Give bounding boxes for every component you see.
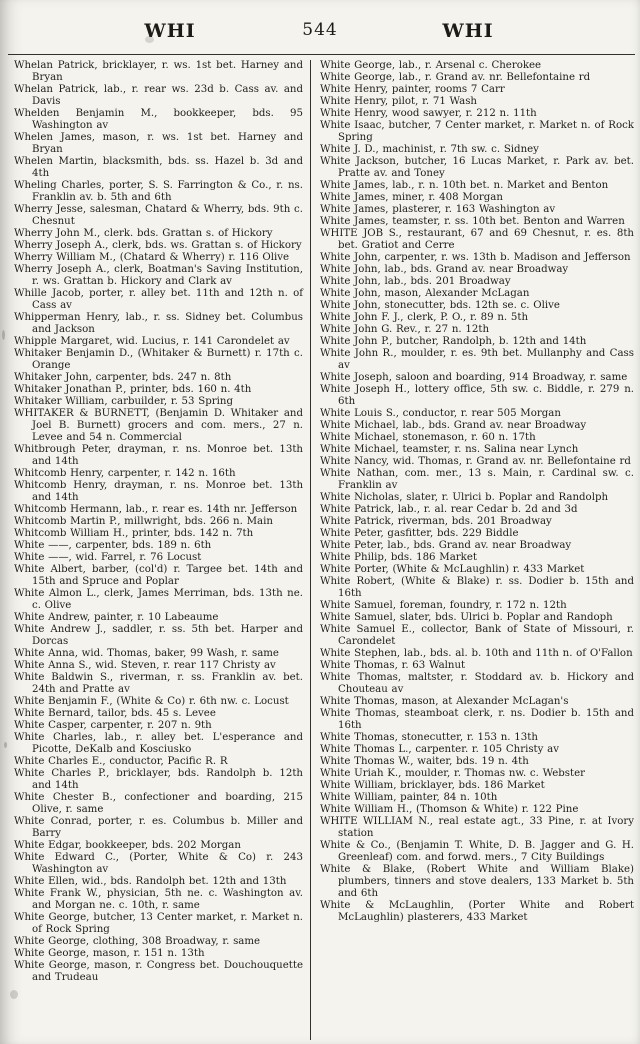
directory-entry: Whille Jacob, porter, r. alley bet. 11th and 12th n. of Cass av (14, 288, 303, 311)
directory-entry: White Nathan, com. mer., 13 s. Main, r. Cardinal sw. c. Franklin av (320, 468, 634, 491)
directory-entry: White George, mason, r. Congress bet. Douchouquette and Trudeau (14, 960, 303, 983)
directory-entry: White Isaac, butcher, 7 Center market, r. Market n. of Rock Spring (320, 120, 634, 143)
directory-entry: White George, butcher, 13 Center market, r. Market n. of Rock Spring (14, 912, 303, 935)
directory-entry: White Michael, teamster, r. ns. Salina near Lynch (320, 444, 579, 455)
directory-entry: Whitcomb Hermann, lab., r. rear es. 14th nr. Jefferson (14, 504, 298, 515)
directory-entry: White John, carpenter, r. ws. 13th b. Madison and Jefferson (320, 252, 631, 263)
directory-entry: White Jackson, butcher, 16 Lucas Market, r. Park av. bet. Pratte av. and Toney (320, 156, 634, 179)
directory-entry: White & Blake, (Robert White and William Blake) plumbers, tinners and stove dealers, 133 Market b. 5th and 6th (320, 864, 634, 899)
directory-entry: White Frank W., physician, 5th ne. c. Washington av. and Morgan ne. c. 10th, r. same (14, 888, 303, 911)
directory-entry: WHITE JOB S., restaurant, 67 and 69 Chesnut, r. es. 8th bet. Gratiot and Cerre (320, 228, 634, 251)
running-head (0, 20, 640, 48)
directory-entry: White Peter, lab., bds. Grand av. near Broadway (320, 540, 572, 551)
scan-speck (2, 330, 5, 340)
directory-entry: White Ellen, wid., bds. Randolph bet. 12th and 13th (14, 876, 287, 887)
directory-entry: White ——, wid. Farrel, r. 76 Locust (14, 552, 202, 563)
directory-entry: White John G. Rev., r. 27 n. 12th (320, 324, 490, 335)
directory-entry: White & Co., (Benjamin T. White, D. B. Jagger and G. H. Greenleaf) com. and forwd. mers., 7 City Buildings (320, 840, 634, 863)
directory-entry: Whelen James, mason, r. ws. 1st bet. Harney and Bryan (14, 132, 303, 155)
directory-entry: White John, stonecutter, bds. 12th se. c. Olive (320, 300, 560, 311)
directory-entry: White Conrad, porter, r. es. Columbus b. Miller and Barry (14, 816, 303, 839)
column-left (14, 60, 310, 1040)
directory-columns (14, 60, 634, 1040)
directory-entry: White Joseph, saloon and boarding, 914 Broadway, r. same (320, 372, 628, 383)
directory-entry: White Charles, lab., r. alley bet. L'esperance and Picotte, DeKalb and Kosciusko (14, 732, 303, 755)
directory-entry: White Thomas, r. 63 Walnut (320, 660, 466, 671)
directory-entry: White George, clothing, 308 Broadway, r. same (14, 936, 261, 947)
directory-entry: Whitaker John, carpenter, bds. 247 n. 8th (14, 372, 232, 383)
directory-entry: White Patrick, lab., r. al. rear Cedar b. 2d and 3d (320, 504, 578, 515)
directory-entry: White Charles P., bricklayer, bds. Randolph b. 12th and 14th (14, 768, 303, 791)
directory-entry: Whitcomb William H., printer, bds. 142 n. 7th (14, 528, 254, 539)
directory-entry: WHITE WILLIAM N., real estate agt., 33 Pine, r. at Ivory station (320, 816, 634, 839)
directory-entry: Whitbrough Peter, drayman, r. ns. Monroe bet. 13th and 14th (14, 444, 303, 467)
directory-entry: White Almon L., clerk, James Merriman, bds. 13th ne. c. Olive (14, 588, 303, 611)
directory-entry: White William, bricklayer, bds. 186 Market (320, 780, 545, 791)
directory-entry: White Samuel, foreman, foundry, r. 172 n. 12th (320, 600, 567, 611)
directory-entry: Wheling Charles, porter, S. S. Farrington & Co., r. ns. Franklin av. b. 5th and 6th (14, 180, 303, 203)
directory-entry: Whelan Patrick, lab., r. rear ws. 23d b. Cass av. and Davis (14, 84, 303, 107)
directory-entry: White George, mason, r. 151 n. 13th (14, 948, 205, 959)
directory-entry: White John F. J., clerk, P. O., r. 89 n. 5th (320, 312, 529, 323)
directory-entry: White ——, carpenter, bds. 189 n. 6th (14, 540, 212, 551)
directory-entry: White Edward C., (Porter, White & Co) r. 243 Washington av (14, 852, 303, 875)
directory-entry: White Nancy, wid. Thomas, r. Grand av. nr. Bellefontaine rd (320, 456, 631, 467)
directory-entry: Whitaker William, carbuilder, r. 53 Spring (14, 396, 233, 407)
directory-entry: White John, lab., bds. Grand av. near Broadway (320, 264, 569, 275)
directory-entry: Whitcomb Martin P., millwright, bds. 266 n. Main (14, 516, 273, 527)
directory-entry: White John R., moulder, r. es. 9th bet. Mullanphy and Cass av (320, 348, 634, 371)
directory-entry: White George, lab., r. Arsenal c. Cherokee (320, 60, 542, 71)
column-right (310, 60, 634, 1040)
directory-entry: Wherry Jesse, salesman, Chatard & Wherry, bds. 9th c. Chesnut (14, 204, 303, 227)
header-rule (8, 54, 635, 55)
directory-entry: White John P., butcher, Randolph, b. 12th and 14th (320, 336, 587, 347)
directory-entry: White Uriah K., moulder, r. Thomas nw. c. Webster (320, 768, 586, 779)
directory-entry: White Robert, (White & Blake) r. ss. Dodier b. 15th and 16th (320, 576, 634, 599)
directory-entry: White Benjamin F., (White & Co) r. 6th nw. c. Locust (14, 696, 289, 707)
directory-entry: White Michael, stonemason, r. 60 n. 17th (320, 432, 536, 443)
directory-entry: White James, miner, r. 408 Morgan (320, 192, 503, 203)
directory-entry: White Andrew, painter, r. 10 Labeaume (14, 612, 219, 623)
directory-entry: Whitcomb Henry, carpenter, r. 142 n. 16th (14, 468, 236, 479)
running-head-left: WHI (144, 20, 196, 42)
directory-entry: Whipperman Henry, lab., r. ss. Sidney bet. Columbus and Jackson (14, 312, 303, 335)
directory-entry: White Thomas, steamboat clerk, r. ns. Dodier b. 15th and 16th (320, 708, 634, 731)
directory-entry: White Peter, gasfitter, bds. 229 Biddle (320, 528, 519, 539)
directory-entry: White John, mason, Alexander McLagan (320, 288, 530, 299)
directory-entry: Whelen Martin, blacksmith, bds. ss. Hazel b. 3d and 4th (14, 156, 303, 179)
directory-entry: White Joseph H., lottery office, 5th sw. c. Biddle, r. 279 n. 6th (320, 384, 634, 407)
directory-entry: Whipple Margaret, wid. Lucius, r. 141 Carondelet av (14, 336, 290, 347)
directory-entry: White John, lab., bds. 201 Broadway (320, 276, 511, 287)
directory-entry: White James, lab., r. n. 10th bet. n. Market and Benton (320, 180, 609, 191)
directory-entry: White Andrew J., saddler, r. ss. 5th bet. Harper and Dorcas (14, 624, 303, 647)
directory-entry: Whitaker Jonathan P., printer, bds. 160 n. 4th (14, 384, 252, 395)
directory-entry: Whitcomb Henry, drayman, r. ns. Monroe bet. 13th and 14th (14, 480, 303, 503)
directory-entry: Whelden Benjamin M., bookkeeper, bds. 95 Washington av (14, 108, 303, 131)
directory-entry: White Charles E., conductor, Pacific R. R (14, 756, 228, 767)
directory-entry: White Patrick, riverman, bds. 201 Broadway (320, 516, 552, 527)
directory-entry: White Henry, pilot, r. 71 Wash (320, 96, 477, 107)
page-number: 544 (302, 20, 338, 40)
directory-entry: Wherry John M., clerk. bds. Grattan s. of Hickory (14, 228, 273, 239)
directory-entry: White Thomas, maltster, r. Stoddard av. b. Hickory and Chouteau av (320, 672, 634, 695)
directory-entry: Wherry Joseph A., clerk, bds. ws. Grattan s. of Hickory (14, 240, 302, 251)
directory-entry: White Nicholas, slater, r. Ulrici b. Poplar and Randolph (320, 492, 609, 503)
directory-entry: White J. D., machinist, r. 7th sw. c. Sidney (320, 144, 539, 155)
directory-entry: Wherry Joseph A., clerk, Boatman's Saving Institution, r. ws. Grattan b. Hickory and Clark av (14, 264, 303, 287)
directory-entry: White Louis S., conductor, r. rear 505 Morgan (320, 408, 561, 419)
directory-entry: White Thomas, stonecutter, r. 153 n. 13th (320, 732, 538, 743)
directory-entry: White Chester B., confectioner and boarding, 215 Olive, r. same (14, 792, 303, 815)
running-head-right: WHI (442, 20, 494, 42)
directory-entry: White Baldwin S., riverman, r. ss. Franklin av. bet. 24th and Pratte av (14, 672, 303, 695)
directory-entry: White Thomas L., carpenter. r. 105 Christy av (320, 744, 559, 755)
directory-entry: Whitaker Benjamin D., (Whitaker & Burnett) r. 17th c. Orange (14, 348, 303, 371)
directory-entry: White Casper, carpenter, r. 207 n. 9th (14, 720, 212, 731)
directory-entry: White Philip, bds. 186 Market (320, 552, 477, 563)
directory-entry: White Anna, wid. Thomas, baker, 99 Wash, r. same (14, 648, 279, 659)
directory-entry: White Henry, wood sawyer, r. 212 n. 11th (320, 108, 537, 119)
directory-entry: White Anna S., wid. Steven, r. rear 117 Christy av (14, 660, 276, 671)
scan-speck (4, 742, 7, 748)
directory-entry: White Thomas, mason, at Alexander McLagan's (320, 696, 569, 707)
directory-entry: White Michael, lab., bds. Grand av. near Broadway (320, 420, 587, 431)
directory-entry: White Henry, painter, rooms 7 Carr (320, 84, 505, 95)
directory-entry: WHITAKER & BURNETT, (Benjamin D. Whitaker and Joel B. Burnett) grocers and com. mers., 27 n. Levee and 54 n. Commercial (14, 408, 303, 443)
directory-entry: White Stephen, lab., bds. al. b. 10th and 11th n. of O'Fallon (320, 648, 633, 659)
directory-entry: White Samuel E., collector, Bank of State of Missouri, r. Carondelet (320, 624, 634, 647)
directory-entry: Wherry William M., (Chatard & Wherry) r. 116 Olive (14, 252, 290, 263)
directory-entry: White Albert, barber, (col'd) r. Targee bet. 14th and 15th and Spruce and Poplar (14, 564, 303, 587)
directory-entry: White George, lab., r. Grand av. nr. Bellefontaine rd (320, 72, 591, 83)
directory-entry: White Samuel, slater, bds. Ulrici b. Poplar and Randoph (320, 612, 613, 623)
directory-entry: White James, teamster, r. ss. 10th bet. Benton and Warren (320, 216, 625, 227)
directory-entry: White & McLaughlin, (Porter White and Robert McLaughlin) plasterers, 433 Market (320, 900, 634, 923)
directory-entry: White Edgar, bookkeeper, bds. 202 Morgan (14, 840, 241, 851)
directory-entry: White Thomas W., waiter, bds. 19 n. 4th (320, 756, 529, 767)
directory-entry: White Porter, (White & McLaughlin) r. 433 Market (320, 564, 585, 575)
directory-entry: White James, plasterer, r. 163 Washington av (320, 204, 556, 215)
directory-entry: White William, painter, 84 n. 10th (320, 792, 498, 803)
directory-entry: Whelan Patrick, bricklayer, r. ws. 1st bet. Harney and Bryan (14, 60, 303, 83)
directory-entry: White Bernard, tailor, bds. 45 s. Levee (14, 708, 216, 719)
directory-entry: White William H., (Thomson & White) r. 122 Pine (320, 804, 579, 815)
